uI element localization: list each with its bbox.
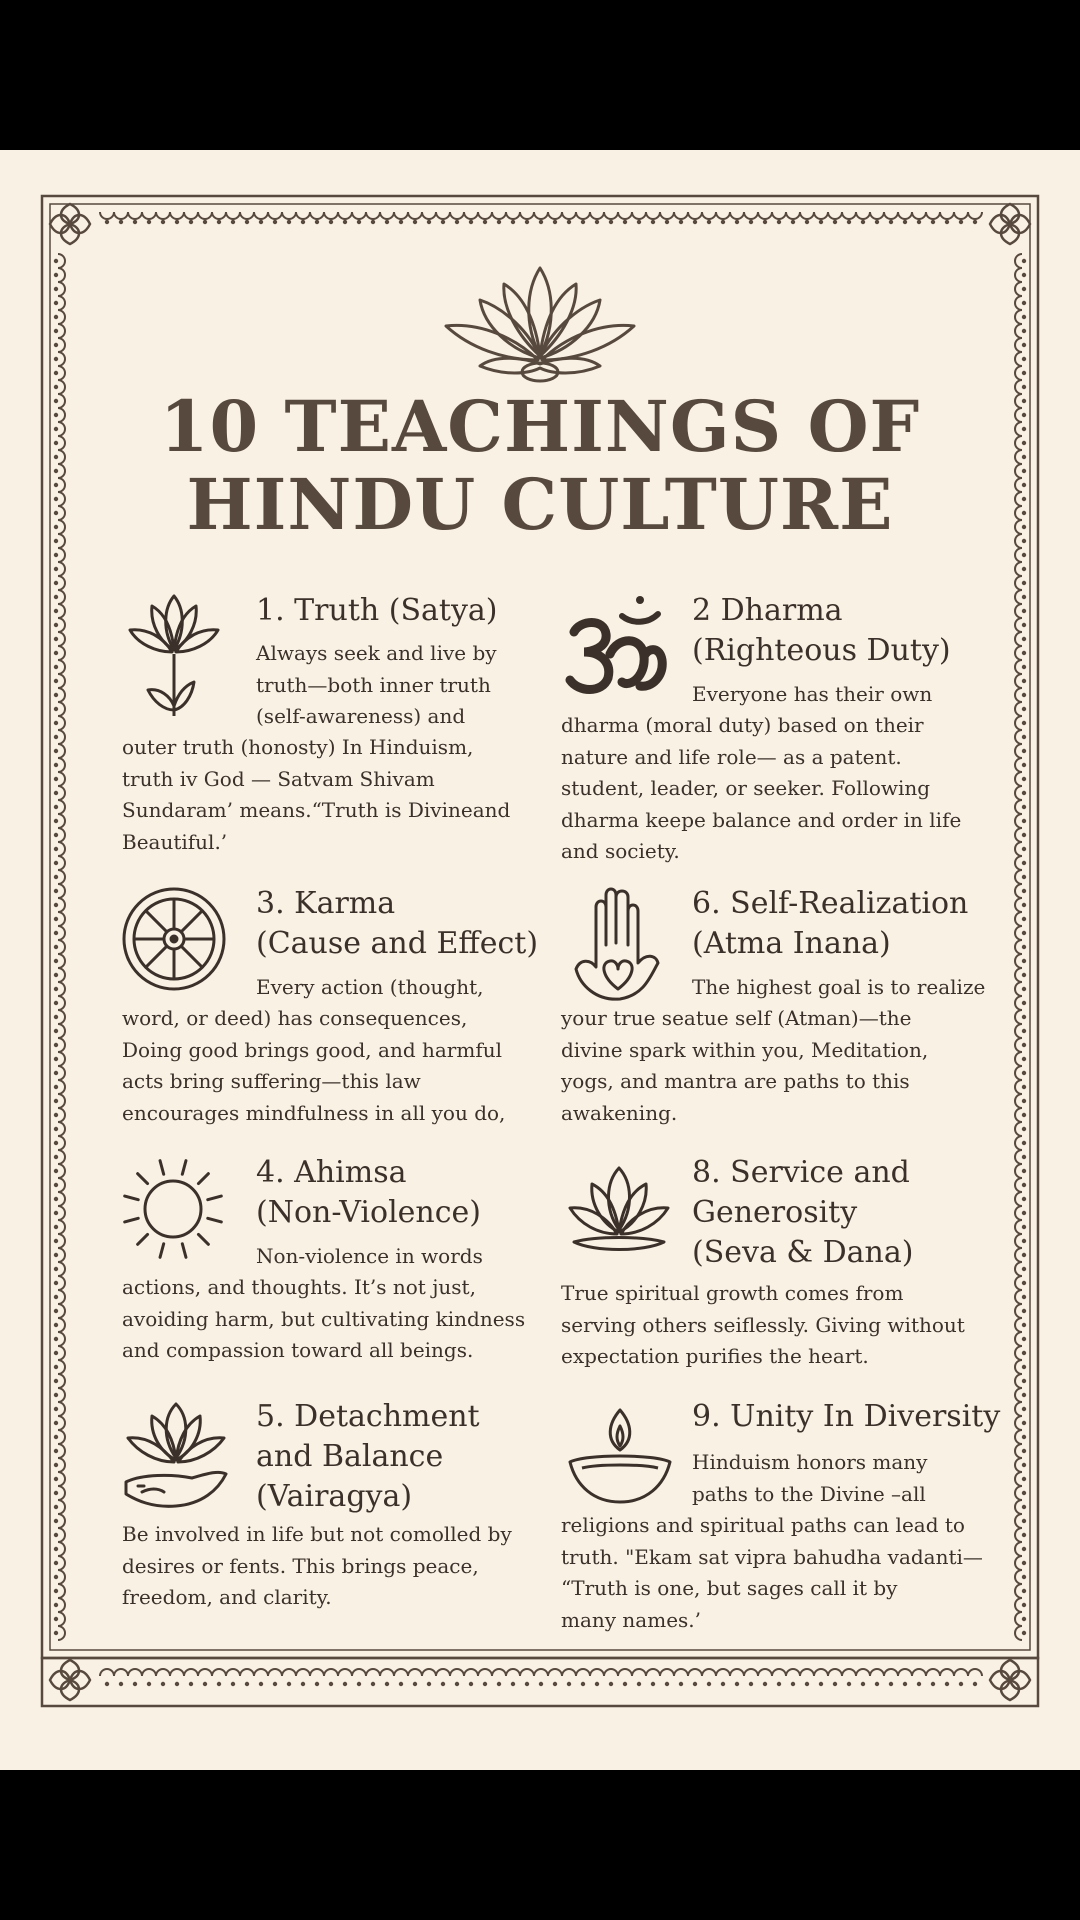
lotus-icon xyxy=(566,1162,672,1258)
teaching-heading: 1. Truth (Satya) xyxy=(256,593,498,628)
teaching-body: word, or deed) has consequences, Doing good brings good, and harmful acts bring suffering—this law encourages mindfulness in all you do, xyxy=(122,1006,506,1125)
teaching-body: religions and spiritual paths can lead to truth. "Ekam sat vipra bahudha vadanti— “Truth is one, but sages call it by many names.’ xyxy=(561,1513,983,1632)
sun-icon xyxy=(118,1154,228,1264)
page-title-line-1: 10 TEACHINGS OF xyxy=(159,385,921,468)
teaching-heading: 9. Unity In Diversity xyxy=(692,1399,1001,1434)
teaching-body: dharma (moral duty) based on their nature and life role— as a patent. student, leader, or seeker. Following dharma keepe balance and order in life and society. xyxy=(561,713,962,863)
teaching-body-indented: Every action (thought, xyxy=(256,975,484,999)
teaching-heading: 5. Detachment and Balance (Vairagya) xyxy=(256,1399,480,1514)
teaching-heading: 8. Service and Generosity (Seva & Dana) xyxy=(692,1155,914,1270)
page-title-line-2: HINDU CULTURE xyxy=(186,463,894,546)
teaching-body: True spiritual growth comes from serving others seiflessly. Giving without expectation purifies the heart. xyxy=(561,1281,965,1368)
teaching-body: outer truth (honosty) In Hinduism, truth iv God — Satvam Shivam Sundaram’ means.“Truth is Divineand Beautiful.’ xyxy=(122,735,511,854)
teaching-heading: 2 Dharma (Righteous Duty) xyxy=(692,593,951,668)
teaching-body-indented: Non-violence in words xyxy=(256,1244,483,1268)
hamsa-hand-icon xyxy=(572,885,662,1003)
teaching-body-indented: Everyone has their own xyxy=(692,682,933,706)
lotus-in-hand-icon xyxy=(122,1400,230,1512)
teaching-body: Be involved in life but not comolled by desires or fents. This brings peace, freedom, and clarity. xyxy=(122,1522,512,1609)
poster xyxy=(0,150,1080,1770)
teaching-heading: 3. Karma (Cause and Effect) xyxy=(256,886,539,961)
teaching-body-indented: The highest goal is to realize xyxy=(692,975,986,999)
teaching-heading: 6. Self-Realization (Atma Inana) xyxy=(692,886,969,961)
teaching-body: your true seatue self (Atman)—the divine spark within you, Meditation, yogs, and mantra are paths to this awakening. xyxy=(561,1006,929,1125)
teaching-body: actions, and thoughts. It’s not just, avoiding harm, but cultivating kindness and compassion toward all beings. xyxy=(122,1275,526,1362)
diya-lamp-icon xyxy=(568,1406,672,1510)
lotus-emblem-icon xyxy=(440,260,640,384)
teaching-body-indented: Always seek and live by truth—both inner truth (self-awareness) and xyxy=(256,641,497,728)
teaching-body-indented: Hinduism honors many paths to the Divine –all xyxy=(692,1450,928,1506)
om-symbol-icon xyxy=(560,590,670,700)
dharma-wheel-icon xyxy=(120,885,228,993)
lotus-flower-icon xyxy=(126,590,222,726)
teaching-heading: 4. Ahimsa (Non-Violence) xyxy=(256,1155,482,1230)
